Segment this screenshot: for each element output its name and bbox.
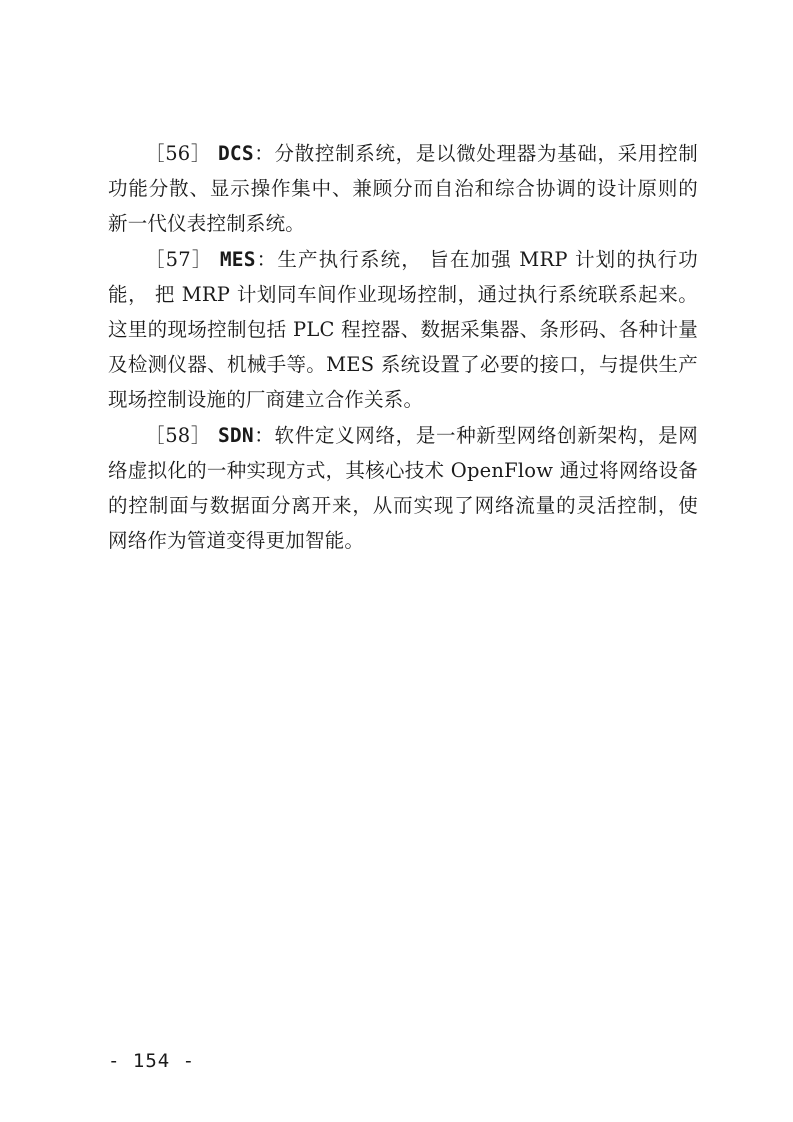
term-separator: ： — [255, 247, 278, 271]
term-separator: ： — [253, 423, 275, 447]
glossary-entry-dcs — [108, 136, 698, 242]
page-number: - 154 - — [108, 1050, 196, 1072]
reference-number: ［57］ — [145, 247, 213, 271]
glossary-definition: 分散控制系统，是以微处理器为基础，采用控制功能分散、显示操作集中、兼顾分而自治和综合协调的设计原则的新一代仪表控制系统。 — [108, 142, 698, 236]
reference-number: ［56］ — [145, 142, 212, 165]
glossary-term: SDN — [217, 423, 254, 447]
glossary-term: MES — [219, 247, 256, 271]
term-separator: ： — [253, 142, 275, 165]
glossary-term: DCS — [217, 142, 254, 165]
glossary-content — [108, 136, 698, 558]
glossary-entry-mes — [108, 242, 698, 418]
reference-number: ［58］ — [145, 423, 212, 447]
glossary-entry-sdn — [108, 418, 698, 559]
glossary-definition: 软件定义网络，是一种新型网络创新架构，是网络虚拟化的一种实现方式，其核心技术 OpenFlow 通过将网络设备的控制面与数据面分离开来，从而实现了网络流量的灵活控制，使网络作为管道变得更加智能。 — [108, 423, 698, 553]
glossary-definition: 生产执行系统， 旨在加强 MRP 计划的执行功能， 把 MRP 计划同车间作业现场控制，通过执行系统联系起来。这里的现场控制包括 PLC 程控器、数据采集器、条形码、各种计量及检测仪器、机械手等。MES 系统设置了必要的接口，与提供生产现场控制设施的厂商建立合作关系。 — [108, 247, 698, 412]
